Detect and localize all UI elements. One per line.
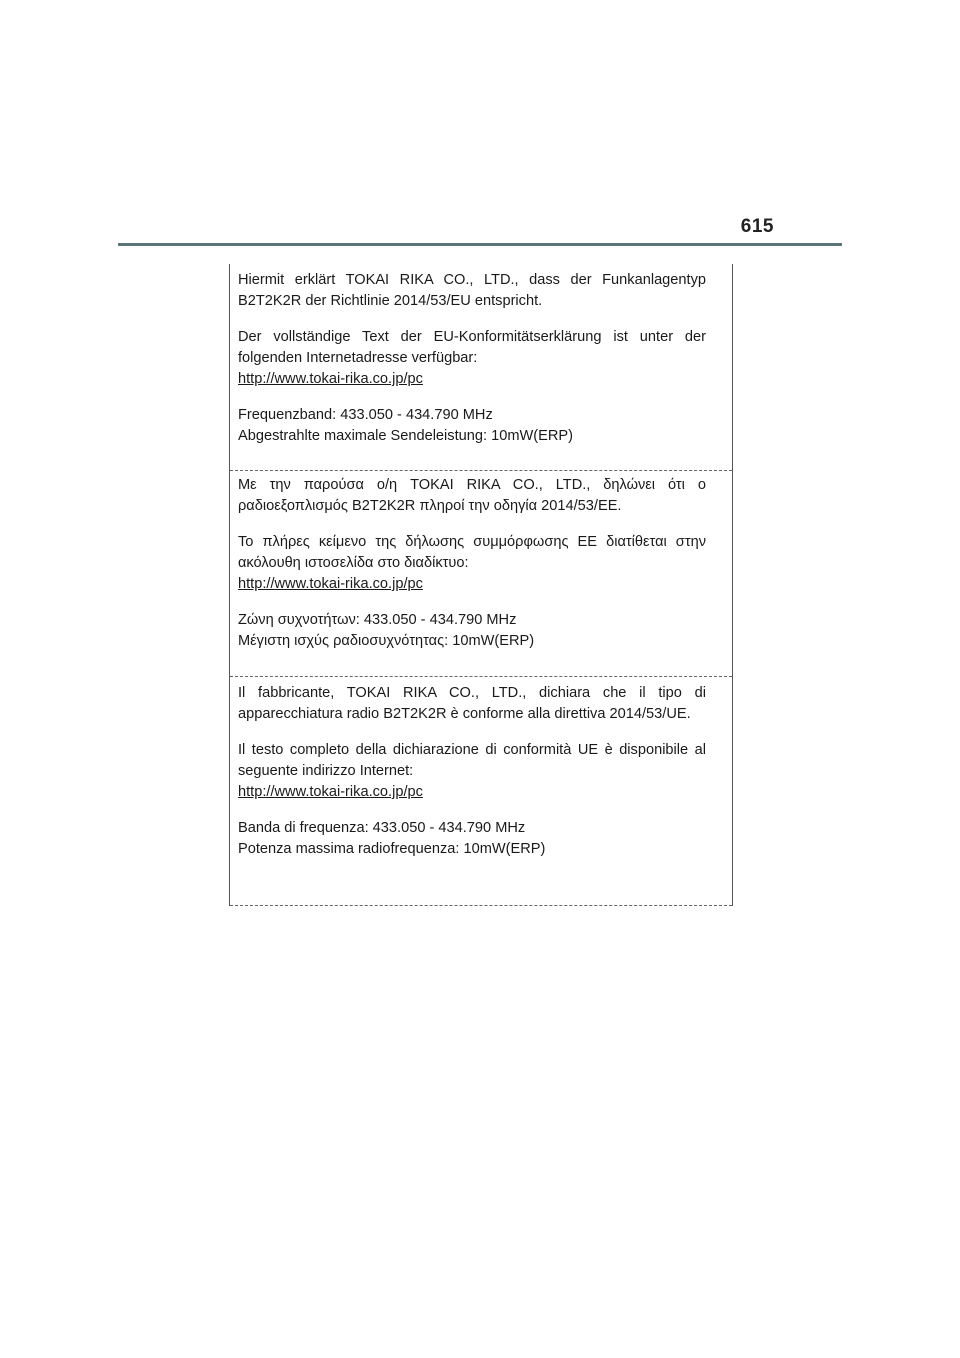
power-text: Abgestrahlte maximale Sendeleistung: 10mW(ERP) [238,428,573,444]
frequency-text: Frequenzband: 433.050 - 434.790 MHz [238,407,493,423]
availability-text: Der vollständige Text der EU-Konformitätserklärung ist unter der folgenden Internetadresse verfügbar: [238,329,706,366]
declaration-text: Il fabbricante, TOKAI RIKA CO., LTD., dichiara che il tipo di apparecchiatura radio B2T2K2R è conforme alla direttiva 2014/53/UE. [238,685,706,722]
frequency-text: Ζώνη συχνοτήτων: 433.050 - 434.790 MHz [238,612,517,628]
section-greek [230,471,732,677]
declaration-link[interactable]: http://www.tokai-rika.co.jp/pc [238,784,423,800]
frequency-text: Banda di frequenza: 433.050 - 434.790 MHz [238,820,526,836]
header-rule [118,243,842,246]
declaration-box [229,264,733,906]
declaration-link[interactable]: http://www.tokai-rika.co.jp/pc [238,371,423,387]
availability-text: Il testo completo della dichiarazione di conformità UE è disponibile al seguente indirizzo Internet: [238,742,706,779]
declaration-text: Hiermit erklärt TOKAI RIKA CO., LTD., dass der Funkanlagentyp B2T2K2R der Richtlinie 2014/53/EU entspricht. [238,272,706,309]
section-italian [230,677,732,906]
page-number: 615 [740,216,774,237]
declaration-text: Με την παρούσα ο/η TOKAI RIKA CO., LTD., δηλώνει ότι ο ραδιοεξοπλισμός B2T2K2R πληροί την οδηγία 2014/53/ΕΕ. [238,477,706,514]
section-german [230,264,732,471]
availability-text: Το πλήρες κείμενο της δήλωσης συμμόρφωσης ΕΕ διατίθεται στην ακόλουθη ιστοσελίδα στο διαδίκτυο: [238,534,706,571]
power-text: Μέγιστη ισχύς ραδιοσυχνότητας: 10mW(ERP) [238,633,535,649]
declaration-link[interactable]: http://www.tokai-rika.co.jp/pc [238,576,423,592]
power-text: Potenza massima radiofrequenza: 10mW(ERP) [238,841,546,857]
